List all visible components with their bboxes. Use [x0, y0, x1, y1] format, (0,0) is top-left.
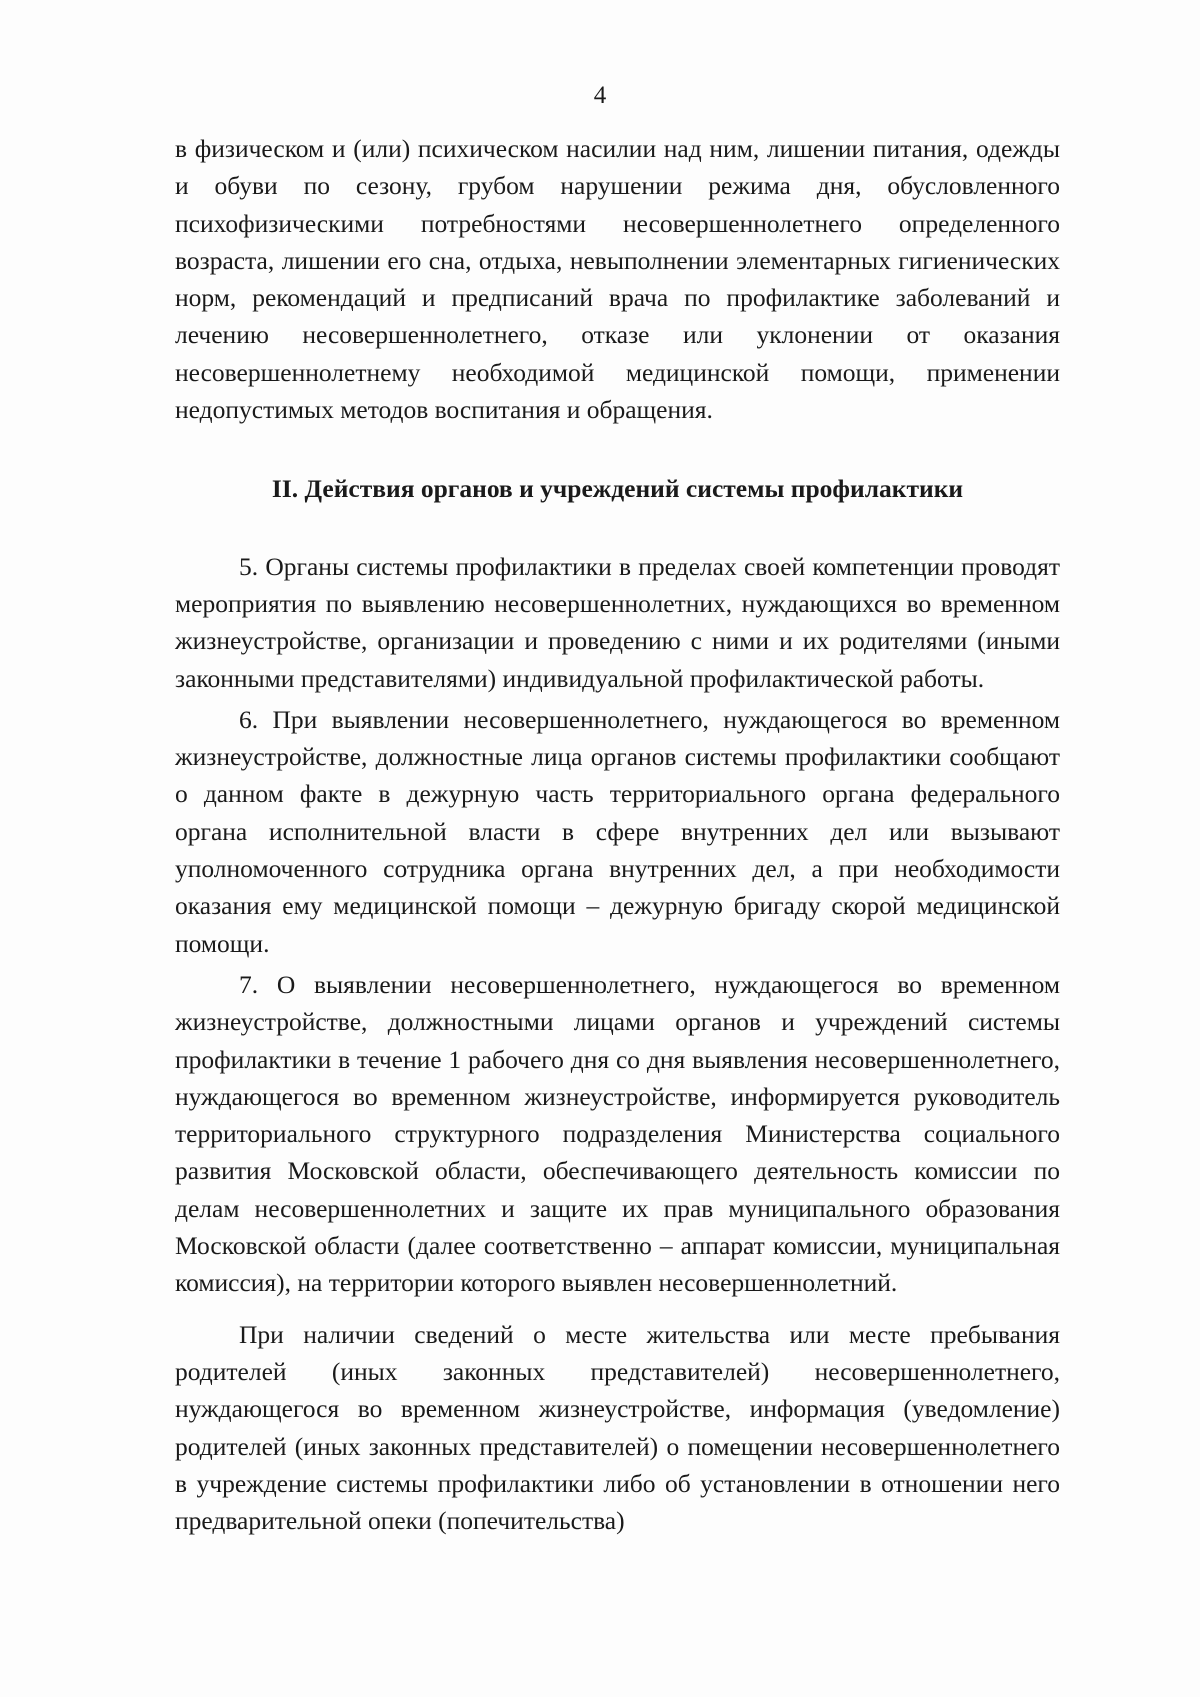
- paragraph-5: 5. Органы системы профилактики в пределах своей компетенции проводят мероприятия по выявлению несовершеннолетних, нуждающихся во временном жизнеустройстве, организации и проведению с ними и их родителями (иными законными представителями) индивидуальной профилактической работы.: [175, 551, 1060, 693]
- page-number: 4: [593, 82, 607, 109]
- continuation-paragraph: в физическом и (или) психическом насилии над ним, лишении питания, одежды и обуви по сезону, грубом нарушении режима дня, обусловленного психофизическими потребностями несовершеннолетнего определенного возраста, лишении его сна, отдыха, невыполнении элементарных гигиенических норм, рекомендаций и предписаний врача по профилактике заболеваний и лечению несовершеннолетнего, отказе или уклонении от оказания несовершеннолетнему необходимой медицинской помощи, применении недопустимых методов воспитания и обращения.: [175, 134, 1060, 425]
- paragraph-7: 7. О выявлении несовершеннолетнего, нуждающегося во временном жизнеустройстве, должностными лицами органов и учреждений системы профилактики в течение 1 рабочего дня со дня выявления несовершеннолетнего, нуждающегося во временном жизнеустройстве, информируется руководитель территориального структурного подразделения Министерства социального развития Московской области, обеспечивающего деятельность комиссии по делам несовершеннолетних и защите их прав муниципального образования Московской области (далее соответственно – аппарат комиссии, муниципальная комиссия), на территории которого выявлен несовершеннолетний.: [175, 969, 1060, 1298]
- document-body: [175, 130, 1060, 1539]
- paragraph-parents-info: При наличии сведений о месте жительства или месте пребывания родителей (иных законных представителей) несовершеннолетнего, нуждающегося во временном жизнеустройстве, информация (уведомление) родителей (иных законных представителей) о помещении несовершеннолетнего в учреждение системы профилактики либо об установлении в отношении него предварительной опеки (попечительства): [175, 1319, 1060, 1536]
- paragraph-6: 6. При выявлении несовершеннолетнего, нуждающегося во временном жизнеустройстве, должностные лица органов системы профилактики сообщают о данном факте в дежурную часть территориального органа федерального органа исполнительной власти в сфере внутренних дел или вызывают уполномоченного сотрудника органа внутренних дел, а при необходимости оказания ему медицинской помощи – дежурную бригаду скорой медицинской помощи.: [175, 704, 1060, 958]
- section-heading: II. Действия органов и учреждений системы профилактики: [271, 474, 964, 504]
